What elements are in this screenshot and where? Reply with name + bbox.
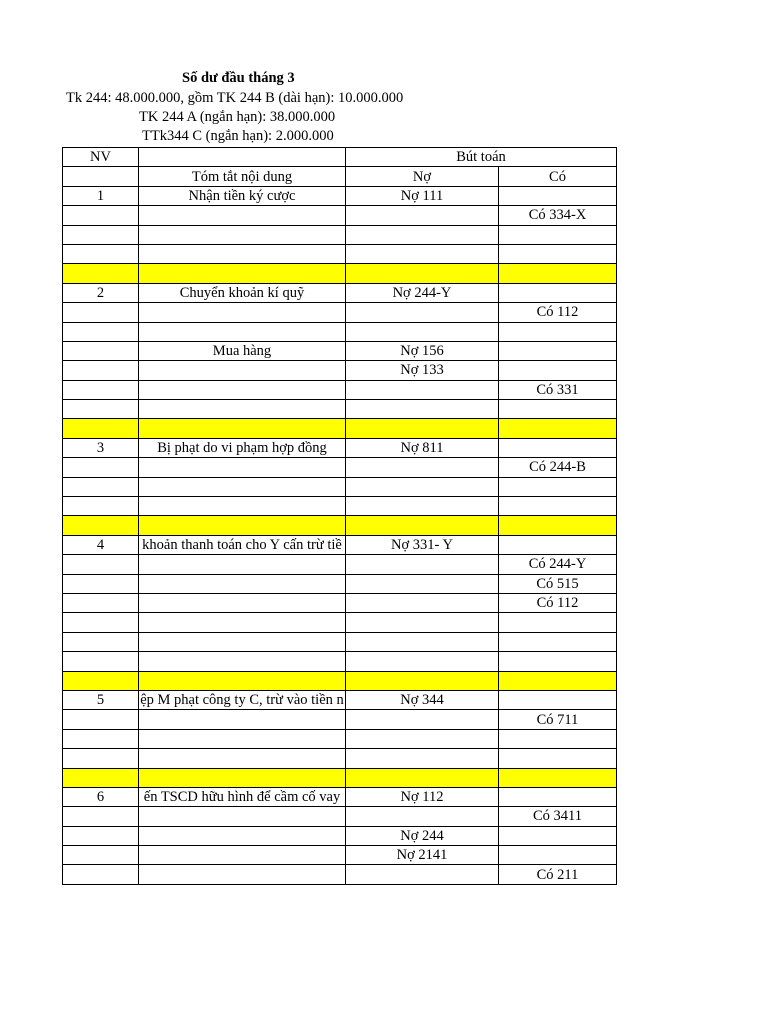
no-cell[interactable] [346, 244, 499, 263]
co-cell[interactable] [499, 361, 617, 380]
co-cell[interactable] [499, 613, 617, 632]
table-row [63, 729, 617, 748]
nv-cell[interactable]: 4 [63, 535, 139, 554]
table-row [63, 807, 617, 826]
table-row [63, 361, 617, 380]
header-nv-cell[interactable]: NV [63, 148, 139, 167]
nv-cell[interactable] [63, 632, 139, 651]
no-cell[interactable] [346, 652, 499, 671]
nv-cell[interactable] [63, 729, 139, 748]
nv-cell[interactable] [63, 400, 139, 419]
nv-cell[interactable] [63, 555, 139, 574]
desc-cell[interactable] [139, 593, 346, 612]
co-cell[interactable] [499, 400, 617, 419]
desc-cell[interactable] [139, 826, 346, 845]
table-row [63, 497, 617, 516]
nv-cell[interactable] [63, 574, 139, 593]
desc-cell[interactable] [139, 729, 346, 748]
separator-cell[interactable] [499, 671, 617, 690]
desc-cell[interactable] [139, 710, 346, 729]
table-row [63, 400, 617, 419]
nv-cell[interactable] [63, 710, 139, 729]
nv-cell[interactable] [63, 341, 139, 360]
co-cell[interactable]: Có 515 [499, 574, 617, 593]
no-cell[interactable]: Nợ 112 [346, 787, 499, 806]
nv-cell[interactable]: 3 [63, 438, 139, 457]
co-cell[interactable] [499, 749, 617, 768]
balance-line-244: Tk 244: 48.000.000, gồm TK 244 B (dài hạn): 10.000.000 [66, 90, 404, 106]
co-cell[interactable] [499, 322, 617, 341]
no-cell[interactable] [346, 710, 499, 729]
journal-table [62, 147, 617, 885]
separator-cell[interactable] [346, 264, 499, 283]
nv-cell[interactable] [63, 225, 139, 244]
co-cell[interactable]: Có 244-Y [499, 555, 617, 574]
nv-cell[interactable] [63, 613, 139, 632]
co-cell[interactable] [499, 787, 617, 806]
table-row [63, 574, 617, 593]
nv-cell[interactable] [63, 826, 139, 845]
no-cell[interactable] [346, 458, 499, 477]
table-row [63, 690, 617, 709]
table-row [63, 787, 617, 806]
co-cell[interactable] [499, 652, 617, 671]
no-cell[interactable]: Nợ 811 [346, 438, 499, 457]
separator-row [63, 516, 617, 535]
co-cell[interactable]: Có 3411 [499, 807, 617, 826]
separator-cell[interactable] [499, 516, 617, 535]
co-cell[interactable] [499, 535, 617, 554]
separator-row [63, 419, 617, 438]
table-row [63, 438, 617, 457]
table-row [63, 652, 617, 671]
co-cell[interactable]: Có 112 [499, 303, 617, 322]
table-row [63, 186, 617, 205]
table-row [63, 206, 617, 225]
desc-cell[interactable] [139, 477, 346, 496]
no-cell[interactable] [346, 303, 499, 322]
co-cell[interactable] [499, 497, 617, 516]
co-cell[interactable]: Có 112 [499, 593, 617, 612]
table-row [63, 225, 617, 244]
no-cell[interactable]: Nợ 111 [346, 186, 499, 205]
no-cell[interactable] [346, 807, 499, 826]
separator-row [63, 671, 617, 690]
desc-cell[interactable] [139, 458, 346, 477]
desc-cell[interactable] [139, 807, 346, 826]
desc-cell[interactable] [139, 400, 346, 419]
separator-row [63, 768, 617, 787]
co-cell[interactable] [499, 283, 617, 302]
separator-cell[interactable] [63, 671, 139, 690]
no-cell[interactable] [346, 574, 499, 593]
table-row [63, 632, 617, 651]
table-row [63, 613, 617, 632]
balance-line-344c: TTk344 C (ngắn hạn): 2.000.000 [142, 128, 334, 144]
nv-cell[interactable] [63, 244, 139, 263]
desc-cell[interactable] [139, 632, 346, 651]
separator-cell[interactable] [63, 768, 139, 787]
desc-cell[interactable] [139, 380, 346, 399]
desc-cell[interactable] [139, 555, 346, 574]
desc-cell[interactable] [139, 244, 346, 263]
desc-cell[interactable]: Mua hàng [139, 341, 346, 360]
nv-cell[interactable] [63, 303, 139, 322]
no-cell[interactable] [346, 555, 499, 574]
desc-cell[interactable] [139, 846, 346, 865]
desc-cell[interactable]: Nhận tiền ký cược [139, 186, 346, 205]
separator-cell[interactable] [63, 419, 139, 438]
no-cell[interactable] [346, 613, 499, 632]
no-cell[interactable] [346, 380, 499, 399]
table-row [63, 865, 617, 884]
no-cell[interactable] [346, 749, 499, 768]
separator-cell[interactable] [139, 768, 346, 787]
desc-cell[interactable] [139, 865, 346, 884]
desc-cell[interactable]: ến TSCD hữu hình để cầm cố vay [139, 787, 346, 806]
separator-cell[interactable] [139, 419, 346, 438]
nv-cell[interactable] [63, 749, 139, 768]
nv-cell[interactable] [63, 846, 139, 865]
no-cell[interactable] [346, 400, 499, 419]
table-row [63, 846, 617, 865]
header-desc-cell[interactable]: Tóm tắt nội dung [139, 167, 346, 186]
separator-cell[interactable] [346, 516, 499, 535]
separator-cell[interactable] [499, 264, 617, 283]
sheet-title: Số dư đầu tháng 3 [182, 70, 295, 86]
no-cell[interactable]: Nợ 133 [346, 361, 499, 380]
desc-cell[interactable] [139, 613, 346, 632]
desc-cell[interactable] [139, 361, 346, 380]
no-cell[interactable] [346, 206, 499, 225]
desc-cell[interactable] [139, 322, 346, 341]
nv-cell[interactable] [63, 807, 139, 826]
header-entry-cell[interactable]: Bút toán [346, 148, 617, 167]
no-cell[interactable] [346, 322, 499, 341]
nv-cell[interactable]: 1 [63, 186, 139, 205]
no-cell[interactable]: Nợ 2141 [346, 846, 499, 865]
separator-cell[interactable] [139, 516, 346, 535]
nv-cell[interactable] [63, 361, 139, 380]
no-cell[interactable]: Nợ 344 [346, 690, 499, 709]
desc-cell[interactable]: Bị phạt do vi phạm hợp đồng [139, 438, 346, 457]
separator-cell[interactable] [139, 264, 346, 283]
co-cell[interactable]: Có 711 [499, 710, 617, 729]
no-cell[interactable] [346, 497, 499, 516]
table-row [63, 283, 617, 302]
table-row [63, 303, 617, 322]
desc-cell[interactable] [139, 574, 346, 593]
co-cell[interactable] [499, 438, 617, 457]
nv-cell[interactable] [63, 458, 139, 477]
co-cell[interactable]: Có 334-X [499, 206, 617, 225]
table-row [63, 244, 617, 263]
co-cell[interactable]: Có 211 [499, 865, 617, 884]
desc-cell[interactable] [139, 652, 346, 671]
nv-cell[interactable] [63, 593, 139, 612]
separator-cell[interactable] [63, 264, 139, 283]
no-cell[interactable]: Nợ 331- Y [346, 535, 499, 554]
co-cell[interactable] [499, 690, 617, 709]
no-cell[interactable] [346, 729, 499, 748]
header-no-cell[interactable]: Nợ [346, 167, 499, 186]
table-row [63, 749, 617, 768]
co-cell[interactable] [499, 729, 617, 748]
co-cell[interactable] [499, 244, 617, 263]
separator-cell[interactable] [499, 419, 617, 438]
header-nv-sub-cell[interactable] [63, 167, 139, 186]
separator-cell[interactable] [63, 516, 139, 535]
table-row [63, 322, 617, 341]
table-row [63, 535, 617, 554]
table-row [63, 477, 617, 496]
table-row [63, 826, 617, 845]
balance-line-244a: TK 244 A (ngắn hạn): 38.000.000 [139, 109, 336, 125]
separator-cell[interactable] [499, 768, 617, 787]
table-row [63, 593, 617, 612]
nv-cell[interactable] [63, 206, 139, 225]
no-cell[interactable] [346, 225, 499, 244]
header-co-cell[interactable]: Có [499, 167, 617, 186]
co-cell[interactable] [499, 846, 617, 865]
no-cell[interactable]: Nợ 244 [346, 826, 499, 845]
no-cell[interactable] [346, 593, 499, 612]
desc-cell[interactable]: ệp M phạt công ty C, trừ vào tiền n [140, 692, 344, 709]
header-row [63, 148, 617, 167]
nv-cell[interactable]: 2 [63, 283, 139, 302]
co-cell[interactable]: Có 331 [499, 380, 617, 399]
nv-cell[interactable] [63, 380, 139, 399]
no-cell[interactable] [346, 632, 499, 651]
nv-cell[interactable] [63, 865, 139, 884]
nv-cell[interactable]: 5 [63, 690, 139, 709]
desc-cell[interactable] [139, 497, 346, 516]
header-row [63, 167, 617, 186]
nv-cell[interactable] [63, 497, 139, 516]
separator-cell[interactable] [139, 671, 346, 690]
header-desc-top-cell[interactable] [139, 148, 346, 167]
nv-cell[interactable] [63, 652, 139, 671]
co-cell[interactable] [499, 632, 617, 651]
desc-cell[interactable] [139, 749, 346, 768]
co-cell[interactable] [499, 186, 617, 205]
table-row [63, 458, 617, 477]
separator-cell[interactable] [346, 768, 499, 787]
no-cell[interactable]: Nợ 244-Y [346, 283, 499, 302]
desc-cell[interactable] [139, 225, 346, 244]
table-row [63, 380, 617, 399]
desc-cell[interactable] [139, 206, 346, 225]
separator-cell[interactable] [346, 419, 499, 438]
separator-row [63, 264, 617, 283]
desc-cell[interactable] [139, 303, 346, 322]
table-row [63, 555, 617, 574]
separator-cell[interactable] [346, 671, 499, 690]
nv-cell[interactable] [63, 322, 139, 341]
co-cell[interactable] [499, 341, 617, 360]
table-row [63, 341, 617, 360]
nv-cell[interactable] [63, 477, 139, 496]
desc-cell[interactable]: khoản thanh toán cho Y cấn trừ tiề [139, 535, 346, 554]
no-cell[interactable]: Nợ 156 [346, 341, 499, 360]
desc-cell[interactable]: Chuyển khoản kí quỹ [139, 283, 346, 302]
co-cell[interactable] [499, 826, 617, 845]
no-cell[interactable] [346, 477, 499, 496]
nv-cell[interactable]: 6 [63, 787, 139, 806]
no-cell[interactable] [346, 865, 499, 884]
co-cell[interactable]: Có 244-B [499, 458, 617, 477]
table-row [63, 710, 617, 729]
co-cell[interactable] [499, 477, 617, 496]
co-cell[interactable] [499, 225, 617, 244]
